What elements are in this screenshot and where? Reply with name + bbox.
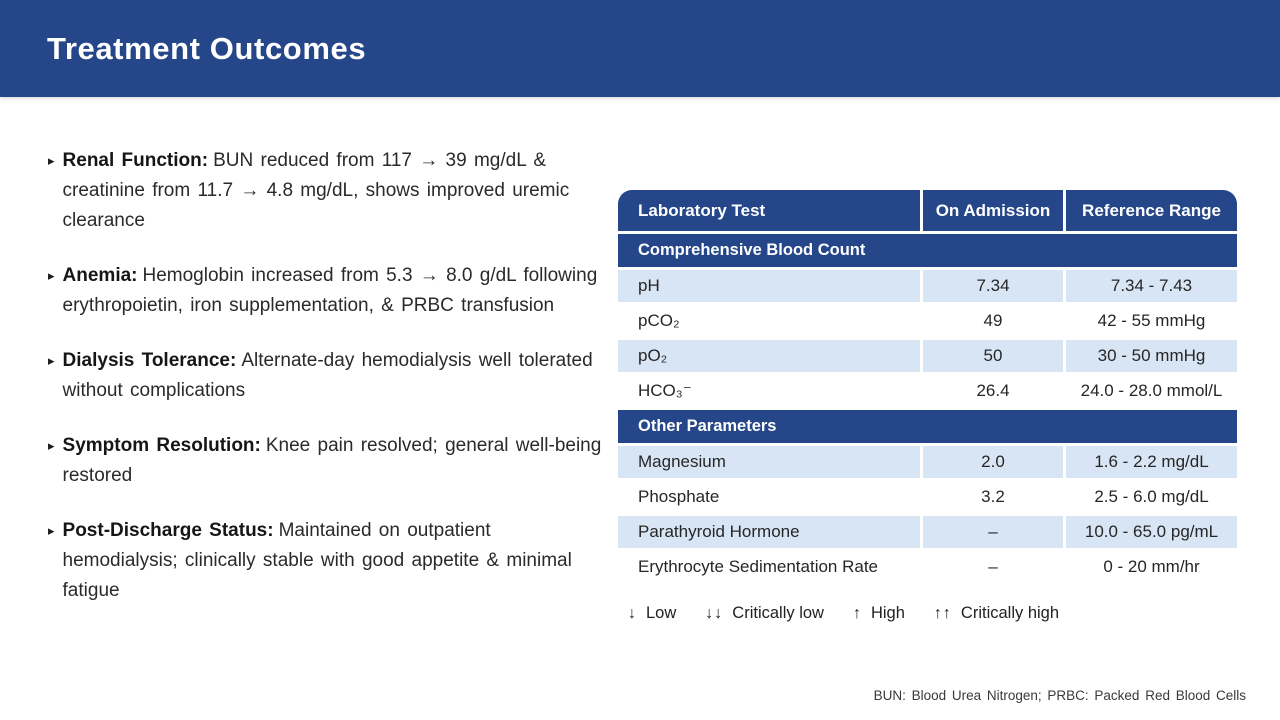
page-title: Treatment Outcomes — [47, 30, 367, 66]
legend-label: Critically high — [960, 604, 1060, 622]
bullet-label: Anemia: — [62, 265, 138, 286]
bullet-item-dialysis-tolerance — [48, 346, 608, 406]
bullet-item-anemia — [48, 261, 608, 321]
bullet-paragraph — [63, 431, 608, 491]
legend-item-critically-low — [705, 604, 824, 623]
arrow-up-icon: ↑ — [852, 604, 862, 622]
table-cell-test-name: Parathyroid Hormone — [618, 516, 920, 548]
triangle-bullet-icon: ▸ — [48, 353, 55, 368]
table-cell-admission-value: 3.2 — [923, 481, 1063, 513]
legend-item-high — [853, 604, 905, 623]
bullet-paragraph — [63, 346, 608, 406]
bullet-label: Renal Function: — [62, 150, 209, 171]
table-cell-admission-value: 7.34 — [923, 270, 1063, 302]
triangle-bullet-icon: ▸ — [48, 153, 55, 168]
table-cell-reference-range: 1.6 - 2.2 mg/dL — [1066, 446, 1237, 478]
column-header-reference-range: Reference Range — [1066, 190, 1237, 231]
table-cell-admission-value: 2.0 — [923, 446, 1063, 478]
table-section-heading-comprehensive-blood-count: Comprehensive Blood Count — [618, 234, 1237, 267]
triangle-bullet-icon: ▸ — [48, 268, 55, 283]
legend-item-low — [628, 604, 676, 623]
triangle-bullet-icon: ▸ — [48, 438, 55, 453]
bullet-label: Symptom Resolution: — [62, 435, 261, 456]
table-cell-admission-value: 49 — [923, 305, 1063, 337]
arrow-double-up-icon: ↑↑ — [933, 604, 952, 622]
legend-item-critically-high — [934, 604, 1059, 623]
table-cell-reference-range: 24.0 - 28.0 mmol/L — [1066, 375, 1237, 407]
table-cell-reference-range: 30 - 50 mmHg — [1066, 340, 1237, 372]
bullet-list — [48, 146, 608, 631]
slide-header — [0, 0, 1280, 97]
bullet-item-symptom-resolution — [48, 431, 608, 491]
bullet-item-renal-function — [48, 146, 608, 236]
table-cell-test-name: pCO₂ — [618, 305, 920, 337]
table-cell-reference-range: 2.5 - 6.0 mg/dL — [1066, 481, 1237, 513]
table-cell-test-name: Magnesium — [618, 446, 920, 478]
table-cell-reference-range: 0 - 20 mm/hr — [1066, 551, 1237, 583]
bullet-paragraph — [63, 261, 608, 321]
bullet-paragraph — [63, 516, 608, 606]
arrow-down-icon: ↓ — [628, 604, 637, 622]
bullet-text: Maintained on outpatient hemodialysis; clinically stable with good appetite & minimal fatigue — [62, 520, 572, 601]
bullet-paragraph — [63, 146, 608, 236]
bullet-text: BUN reduced from 117 → 39 mg/dL & creatinine from 11.7 → 4.8 mg/dL, shows improved uremic clearance — [62, 150, 570, 231]
table-cell-admission-value: – — [923, 516, 1063, 548]
table-cell-test-name: pO₂ — [618, 340, 920, 372]
lab-results-table — [618, 190, 1237, 583]
table-cell-test-name: Erythrocyte Sedimentation Rate — [618, 551, 920, 583]
table-cell-reference-range: 42 - 55 mmHg — [1066, 305, 1237, 337]
table-cell-admission-value: – — [923, 551, 1063, 583]
legend-label: High — [870, 604, 905, 622]
bullet-item-post-discharge-status — [48, 516, 608, 606]
bullet-text: Hemoglobin increased from 5.3 → 8.0 g/dL following erythropoietin, iron supplementation, & PRBC transfusion — [62, 265, 598, 316]
bullet-label: Dialysis Tolerance: — [62, 350, 237, 371]
legend-label: Low — [646, 604, 677, 622]
triangle-bullet-icon: ▸ — [48, 523, 55, 538]
table-section-heading-other-parameters: Other Parameters — [618, 410, 1237, 443]
table-cell-test-name: HCO₃⁻ — [618, 375, 920, 407]
legend-label: Critically low — [732, 604, 824, 622]
bullet-text: Knee pain resolved; general well-being restored — [62, 435, 602, 486]
table-cell-admission-value: 26.4 — [923, 375, 1063, 407]
bullet-label: Post-Discharge Status: — [62, 520, 274, 541]
bullet-text: Alternate-day hemodialysis well tolerated without complications — [62, 350, 593, 401]
abbreviation-footnote: BUN: Blood Urea Nitrogen; PRBC: Packed Red Blood Cells — [873, 688, 1246, 703]
table-cell-reference-range: 10.0 - 65.0 pg/mL — [1066, 516, 1237, 548]
column-header-on-admission: On Admission — [923, 190, 1063, 231]
table-cell-test-name: pH — [618, 270, 920, 302]
table-cell-reference-range: 7.34 - 7.43 — [1066, 270, 1237, 302]
table-cell-test-name: Phosphate — [618, 481, 920, 513]
arrow-double-down-icon: ↓↓ — [705, 604, 724, 622]
column-header-laboratory-test: Laboratory Test — [618, 190, 920, 231]
table-cell-admission-value: 50 — [923, 340, 1063, 372]
table-legend — [628, 604, 1088, 623]
